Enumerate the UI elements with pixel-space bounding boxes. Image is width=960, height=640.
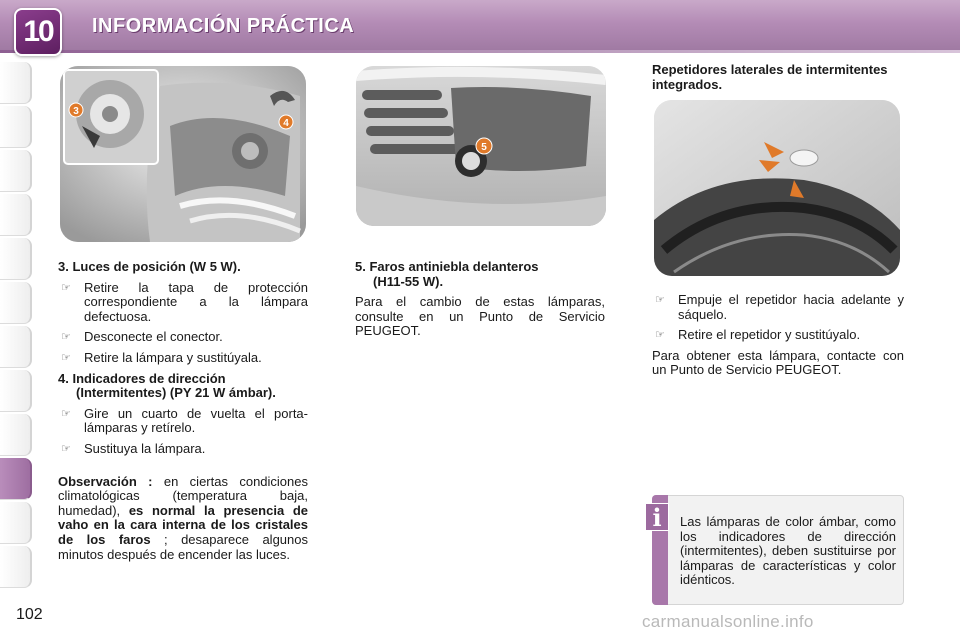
step-turn-holder: ☞ Gire un cuarto de vuelta el porta-lámparas y retírelo. — [61, 405, 308, 436]
bullet-hand-icon: ☞ — [61, 281, 71, 294]
side-repeater-photo — [654, 100, 900, 276]
chapter-tab-3[interactable] — [0, 150, 32, 192]
side-repeater-text: Para obtener esta lámpara, contacte con un Punto de Servicio PEUGEOT. — [652, 347, 904, 378]
site-watermark: carmanualsonline.info — [642, 612, 814, 631]
callout-5: 5 — [481, 142, 487, 153]
step-replace-indicator-bulb: ☞ Sustituya la lámpara. — [61, 440, 206, 456]
bullet-hand-icon: ☞ — [61, 442, 71, 455]
step-push-repeater: ☞ Empuje el repetidor hacia adelante y sáquelo. — [655, 292, 904, 322]
bullet-hand-icon: ☞ — [61, 407, 71, 420]
chapter-tab-12[interactable] — [0, 546, 32, 588]
info-icon: i — [645, 503, 669, 531]
heading-side-repeaters: Repetidores laterales de intermitentes integrados. — [652, 62, 888, 92]
step-remove-repeater: ☞ Retire el repetidor y sustitúyalo. — [655, 327, 861, 343]
chapter-tab-6[interactable] — [0, 282, 32, 324]
page-number: 102 — [16, 606, 43, 623]
column-side-repeaters-heading — [652, 63, 902, 98]
headlamp-rear-photo — [60, 66, 306, 242]
bullet-hand-icon: ☞ — [61, 351, 71, 364]
fog-lamp-text: Para el cambio de estas lámparas, consulte en un Punto de Servicio PEUGEOT. — [355, 294, 605, 339]
step-remove-cover: ☞ Retire la tapa de protección correspondiente a la lámpara defectuosa. — [61, 279, 308, 324]
chapter-tab-strip — [0, 62, 34, 578]
fog-lamp-photo — [356, 66, 606, 226]
chapter-tab-9[interactable] — [0, 414, 32, 456]
chapter-tab-11[interactable] — [0, 502, 32, 544]
column-fog-lamps — [355, 260, 605, 345]
callout-4: 4 — [283, 118, 289, 129]
page-title: INFORMACIÓN PRÁCTICA — [92, 15, 355, 37]
column-position-lamps — [58, 260, 308, 568]
header-divider — [0, 50, 960, 53]
step-disconnect: ☞ Desconecte el conector. — [61, 329, 223, 345]
chapter-tab-8[interactable] — [0, 370, 32, 412]
chapter-tab-5[interactable] — [0, 238, 32, 280]
chapter-tab-10-active[interactable] — [0, 458, 32, 500]
bullet-hand-icon: ☞ — [61, 331, 71, 344]
step-replace-bulb: ☞ Retire la lámpara y sustitúyala. — [61, 349, 262, 365]
info-text: Las lámparas de color ámbar, como los indicadores de dirección (intermitentes), deben sustituirse por lámparas de características y color idénticos. — [680, 514, 896, 588]
column-side-repeaters — [652, 293, 904, 384]
heading-fog-lamps: 5. Faros antiniebla delanteros (H11-55 W). — [355, 259, 539, 289]
chapter-tab-1[interactable] — [0, 62, 32, 104]
bullet-hand-icon: ☞ — [655, 294, 665, 306]
chapter-tab-4[interactable] — [0, 194, 32, 236]
chapter-number-badge: 10 — [14, 8, 62, 56]
heading-indicators: 4. Indicadores de dirección (Intermitentes) (PY 21 W ámbar). — [58, 370, 276, 401]
observation-note: Observación : en ciertas condiciones climatológicas (temperatura baja, humedad), es normal la presencia de vaho en la cara interna de los cristales de los faros ; desaparece algunos minutos después de encender las luces. — [58, 473, 309, 562]
chapter-tab-2[interactable] — [0, 106, 32, 148]
callout-3: 3 — [73, 106, 79, 117]
heading-position-lamps: 3. Luces de posición (W 5 W). — [58, 259, 241, 274]
bullet-hand-icon: ☞ — [655, 329, 665, 342]
chapter-tab-7[interactable] — [0, 326, 32, 368]
